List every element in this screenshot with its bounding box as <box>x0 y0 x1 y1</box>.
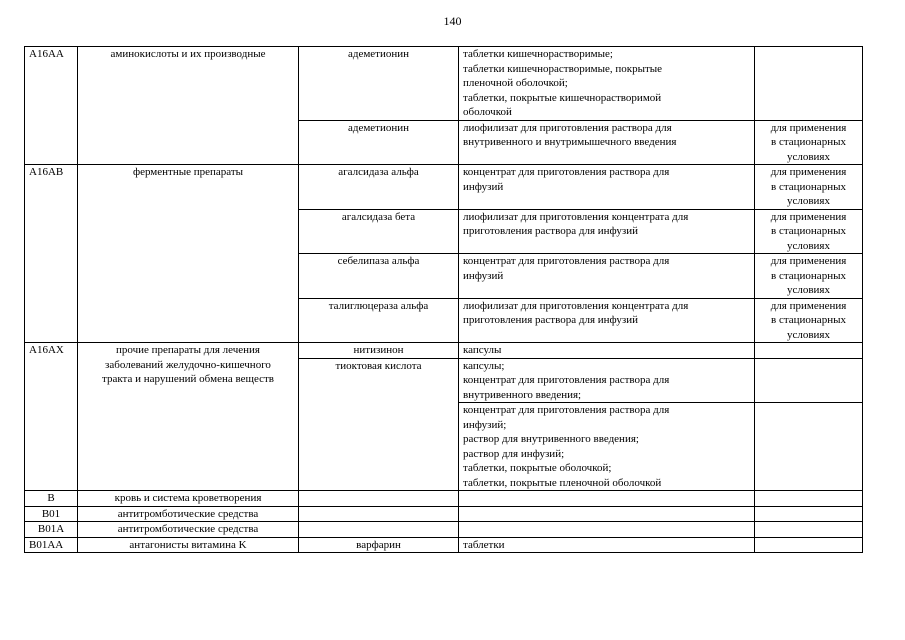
usage-note: для применения в стационарных условиях <box>755 298 863 343</box>
usage-note: для применения в стационарных условиях <box>755 209 863 254</box>
atc-code: B01AA <box>25 537 78 553</box>
drug-name: тиоктовая кислота <box>299 358 459 491</box>
atc-code: A16AA <box>25 47 78 165</box>
table-row <box>25 343 863 359</box>
atc-code: B01 <box>25 506 78 522</box>
drug-name <box>299 506 459 522</box>
atc-code: B <box>25 491 78 507</box>
dosage-form <box>459 506 755 522</box>
note-cell <box>755 47 863 121</box>
note-cell <box>755 506 863 522</box>
note-cell <box>755 403 863 491</box>
table-row <box>25 491 863 507</box>
table-row <box>25 522 863 538</box>
atc-group: антитромботические средства <box>78 506 299 522</box>
note-cell <box>755 522 863 538</box>
atc-group: кровь и система кроветворения <box>78 491 299 507</box>
usage-note: для применения в стационарных условиях <box>755 120 863 165</box>
drug-name: агалсидаза альфа <box>299 165 459 210</box>
dosage-form <box>459 522 755 538</box>
atc-code: A16AX <box>25 343 78 491</box>
drug-name: талиглюцераза альфа <box>299 298 459 343</box>
page-number: 140 <box>443 14 462 28</box>
note-cell <box>755 343 863 359</box>
table-row <box>25 165 863 210</box>
drug-name: себелипаза альфа <box>299 254 459 299</box>
usage-note: для применения в стационарных условиях <box>755 165 863 210</box>
atc-group: аминокислоты и их производные <box>78 47 299 165</box>
drug-name: нитизинон <box>299 343 459 359</box>
drug-table <box>24 46 863 553</box>
table-row <box>25 506 863 522</box>
drug-name: адеметионин <box>299 120 459 165</box>
note-cell <box>755 491 863 507</box>
drug-name: адеметионин <box>299 47 459 121</box>
atc-group: антитромботические средства <box>78 522 299 538</box>
drug-name: варфарин <box>299 537 459 553</box>
atc-code: A16AB <box>25 165 78 343</box>
note-cell <box>755 537 863 553</box>
usage-note: для применения в стационарных условиях <box>755 254 863 299</box>
dosage-form: концентрат для приготовления раствора для инфузий <box>459 165 755 210</box>
dosage-form: концентрат для приготовления раствора для инфузий <box>459 254 755 299</box>
table-row <box>25 47 863 121</box>
dosage-form <box>459 491 755 507</box>
atc-group: антагонисты витамина K <box>78 537 299 553</box>
dosage-form: лиофилизат для приготовления концентрата для приготовления раствора для инфузий <box>459 298 755 343</box>
dosage-form: лиофилизат для приготовления концентрата для приготовления раствора для инфузий <box>459 209 755 254</box>
dosage-form: лиофилизат для приготовления раствора для внутривенного и внутримышечного введения <box>459 120 755 165</box>
dosage-form: концентрат для приготовления раствора для инфузий; раствор для внутривенного введения; раствор для инфузий; таблетки, покрытые оболочкой; таблетки, покрытые пленочной оболочкой <box>459 403 755 491</box>
dosage-form: таблетки кишечнорастворимые; таблетки кишечнорастворимые, покрытые пленочной оболочкой; таблетки, покрытые кишечнорастворимой оболочкой <box>459 47 755 121</box>
dosage-form: таблетки <box>459 537 755 553</box>
note-cell <box>755 358 863 403</box>
dosage-form: капсулы; концентрат для приготовления раствора для внутривенного введения; <box>459 358 755 403</box>
drug-name: агалсидаза бета <box>299 209 459 254</box>
atc-code: B01A <box>25 522 78 538</box>
drug-name <box>299 491 459 507</box>
dosage-form: капсулы <box>459 343 755 359</box>
table-row <box>25 537 863 553</box>
atc-group: ферментные препараты <box>78 165 299 343</box>
drug-name <box>299 522 459 538</box>
atc-group: прочие препараты для лечения заболеваний желудочно-кишечного тракта и нарушений обмена веществ <box>78 343 299 491</box>
